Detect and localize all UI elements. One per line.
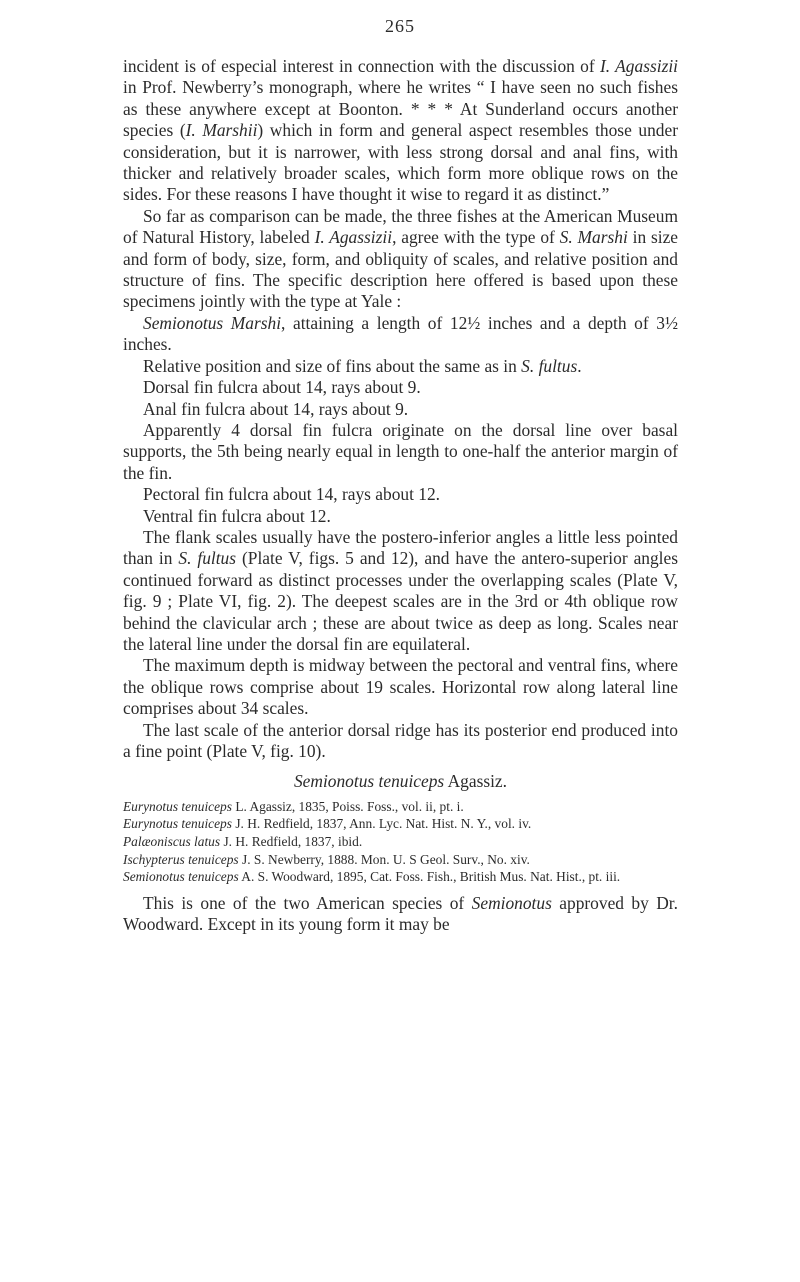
paragraph	[123, 484, 678, 505]
text-run: J. S. Newberry, 1888. Mon. U. S Geol. Surv., No. xiv.	[238, 851, 530, 867]
italic-text: S. Marshi	[559, 227, 628, 248]
italic-text: I. Agassizii	[600, 56, 678, 76]
text-run: This is one of the two American species of	[143, 892, 472, 913]
synonymy-list	[123, 798, 678, 886]
text-run: in size and form of body, size, form, and obliquity of scales, and relative position and structure of fins. The specific description here offered is based upon these specimens jointly with the type at Yale :	[123, 227, 679, 312]
paragraph	[123, 506, 678, 527]
paragraph	[123, 313, 678, 356]
paragraph	[123, 399, 678, 420]
text-run: The flank scales usually have the postero-inferior angles a little less pointed than in	[123, 526, 678, 569]
italic-text: Eurynotus tenuiceps	[123, 798, 232, 814]
species-heading-name: Semionotus tenuiceps	[293, 771, 445, 792]
paragraph	[123, 377, 678, 398]
text-run: Anal fin fulcra about 14, rays about 9.	[143, 398, 409, 419]
italic-text: Ischypterus tenuiceps	[123, 851, 239, 867]
paragraph	[123, 655, 678, 719]
text-run: Dorsal fin fulcra about 14, rays about 9.	[143, 377, 421, 398]
italic-text: Palæoniscus latus	[123, 834, 221, 849]
italic-text: S. fultus	[178, 548, 237, 569]
paragraph	[123, 206, 678, 313]
text-run: The last scale of the anterior dorsal ridge has its posterior end produced into a fine point (Plate V, fig. 10).	[123, 719, 678, 761]
italic-text: Semionotus	[471, 892, 552, 913]
text-run: ) which in form and general aspect resembles those under consideration, but it is narrower, with less strong dorsal and anal fins, with thicker and relatively broader scales, which form more oblique rows on the sides. For these reasons I have thought it wise to regard it as distinct.”	[123, 120, 678, 205]
paragraph	[123, 56, 678, 206]
text-run: in Prof. Newberry’s monograph, where he writes “ I have seen no such fishes as these anywhere except at Boonton. * * * At Sunderland occurs another species (	[123, 77, 678, 141]
text-run: The maximum depth is midway between the pectoral and ventral fins, where the oblique rows comprise about 19 scales. Horizontal row along lateral line comprises about 34 scales.	[123, 655, 678, 719]
synonymy-entry	[123, 815, 678, 833]
paragraph	[123, 720, 678, 763]
italic-text: Semionotus tenuiceps	[123, 869, 239, 885]
species-heading	[123, 771, 678, 792]
text-run: J. H. Redfield, 1837, ibid.	[220, 834, 363, 849]
synonymy-entry	[123, 798, 678, 816]
text-run: , attaining a length of 12½ inches and a depth of 3½ inches.	[123, 312, 678, 355]
body-text	[123, 56, 678, 936]
italic-text: I. Agassizii	[314, 227, 393, 248]
italic-text: Eurynotus tenuiceps	[123, 816, 232, 832]
paragraph	[123, 420, 678, 484]
text-run: incident is of especial interest in connection with the discussion of	[123, 56, 601, 76]
text-run: J. H. Redfield, 1837, Ann. Lyc. Nat. Hist. N. Y., vol. iv.	[231, 816, 532, 832]
synonymy-entry	[123, 833, 678, 851]
synonymy-entry	[123, 851, 678, 869]
italic-text: I. Marshii	[185, 120, 258, 141]
text-run: , agree with the type of	[392, 227, 560, 248]
text-run: L. Agassiz, 1835, Poiss. Foss., vol. ii, pt. i.	[231, 798, 464, 814]
text-run: Relative position and size of fins about the same as in	[143, 355, 522, 376]
species-heading-author: Agassiz.	[444, 771, 507, 792]
italic-text: Semionotus Marshi	[143, 312, 282, 333]
page-number: 265	[385, 16, 415, 36]
text-run: (Plate V, figs. 5 and 12), and have the antero-superior angles continued forward as distinct processes under the overlapping scales (Plate V, fig. 9 ; Plate VI, fig. 2). The deepest scales are in the 3rd or 4th oblique row behind the clavicular arch ; these are about twice as deep as long. Scales near the lateral line under the dorsal fin are equilateral.	[123, 548, 678, 654]
text-run: So far as comparison can be made, the three fishes at the American Museum of Natural History, labeled	[123, 205, 678, 248]
paragraph	[123, 527, 678, 655]
text-run: A. S. Woodward, 1895, Cat. Foss. Fish., British Mus. Nat. Hist., pt. iii.	[238, 869, 621, 885]
text-run: Ventral fin fulcra about 12.	[143, 505, 331, 526]
italic-text: S. fultus	[521, 355, 578, 376]
final-paragraph	[123, 893, 678, 936]
text-run: approved by Dr. Woodward. Except in its young form it may be	[123, 892, 678, 935]
paragraph	[123, 356, 678, 377]
text-run: .	[577, 355, 582, 376]
synonymy-entry	[123, 868, 678, 886]
text-run: Apparently 4 dorsal fin fulcra originate on the dorsal line over basal supports, the 5th being nearly equal in length to one-half the anterior margin of the fin.	[123, 419, 678, 483]
text-run: Pectoral fin fulcra about 14, rays about 12.	[143, 484, 440, 505]
